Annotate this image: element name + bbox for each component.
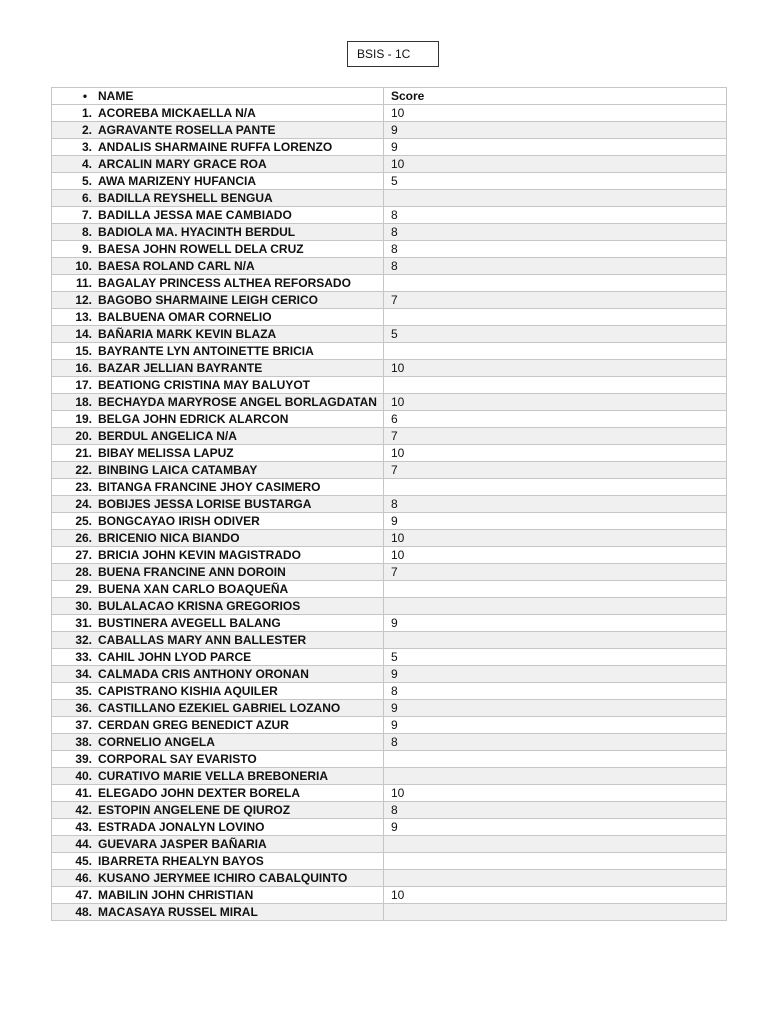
row-number: 26.: [75, 530, 92, 545]
student-name: ESTOPIN ANGELENE DE QIUROZ: [98, 802, 291, 817]
row-number: 31.: [75, 615, 92, 630]
table-row: [52, 632, 727, 649]
name-cell: [52, 717, 384, 734]
score-cell: [384, 598, 727, 615]
table-row: [52, 819, 727, 836]
student-name: AWA MARIZENY HUFANCIA: [98, 173, 257, 188]
table-row: [52, 904, 727, 921]
student-name: BELGA JOHN EDRICK ALARCON: [98, 411, 289, 426]
name-cell: [52, 649, 384, 666]
row-number: 46.: [75, 870, 92, 885]
name-cell: [52, 241, 384, 258]
row-number: 47.: [75, 887, 92, 902]
row-number: 9.: [81, 241, 92, 256]
table-row: [52, 479, 727, 496]
row-number: 18.: [75, 394, 92, 409]
student-name: BERDUL ANGELICA N/A: [98, 428, 237, 443]
student-name: BAZAR JELLIAN BAYRANTE: [98, 360, 263, 375]
table-row: [52, 768, 727, 785]
name-cell: [52, 819, 384, 836]
name-cell: [52, 292, 384, 309]
student-name: BOBIJES JESSA LORISE BUSTARGA: [98, 496, 312, 511]
score-cell: [384, 751, 727, 768]
score-cell: 9: [384, 615, 727, 632]
name-cell: [52, 547, 384, 564]
score-cell: [384, 275, 727, 292]
name-cell: [52, 530, 384, 547]
table-row: [52, 853, 727, 870]
student-name: BAESA ROLAND CARL N/A: [98, 258, 255, 273]
score-cell: [384, 768, 727, 785]
name-cell: [52, 887, 384, 904]
student-name: BRICENIO NICA BIANDO: [98, 530, 240, 545]
name-cell: [52, 258, 384, 275]
student-name: BADILLA JESSA MAE CAMBIADO: [98, 207, 292, 222]
name-cell: [52, 190, 384, 207]
table-row: [52, 564, 727, 581]
table-row: [52, 887, 727, 904]
name-cell: [52, 445, 384, 462]
table-row: [52, 241, 727, 258]
name-cell: [52, 462, 384, 479]
score-cell: [384, 309, 727, 326]
table-row: [52, 700, 727, 717]
student-name: BAGOBO SHARMAINE LEIGH CERICO: [98, 292, 319, 307]
row-number: 19.: [75, 411, 92, 426]
student-name: BONGCAYAO IRISH ODIVER: [98, 513, 260, 528]
score-cell: [384, 632, 727, 649]
row-number: 27.: [75, 547, 92, 562]
student-name: BADIOLA MA. HYACINTH BERDUL: [98, 224, 296, 239]
table-row: [52, 445, 727, 462]
name-cell: [52, 122, 384, 139]
name-cell: [52, 513, 384, 530]
table-row: [52, 360, 727, 377]
student-name: BINBING LAICA CATAMBAY: [98, 462, 258, 477]
score-cell: 10: [384, 360, 727, 377]
row-number: 1.: [81, 105, 92, 120]
row-number: 6.: [81, 190, 92, 205]
row-number: 20.: [75, 428, 92, 443]
table-row: [52, 836, 727, 853]
score-cell: [384, 190, 727, 207]
table-row: [52, 224, 727, 241]
student-name: BUENA XAN CARLO BOAQUEÑA: [98, 581, 289, 596]
name-cell: [52, 479, 384, 496]
student-name: MABILIN JOHN CHRISTIAN: [98, 887, 254, 902]
row-number: 28.: [75, 564, 92, 579]
student-name: BALBUENA OMAR CORNELIO: [98, 309, 272, 324]
name-cell: [52, 615, 384, 632]
row-number: 10.: [75, 258, 92, 273]
row-number: 35.: [75, 683, 92, 698]
name-cell: [52, 632, 384, 649]
header-name-cell: [52, 88, 384, 105]
table-row: [52, 751, 727, 768]
table-row: [52, 513, 727, 530]
table-row: [52, 666, 727, 683]
student-name: BUENA FRANCINE ANN DOROIN: [98, 564, 286, 579]
table-row: [52, 530, 727, 547]
score-cell: 10: [384, 156, 727, 173]
row-number: 15.: [75, 343, 92, 358]
score-cell: 10: [384, 105, 727, 122]
score-cell: 10: [384, 785, 727, 802]
score-cell: 9: [384, 700, 727, 717]
student-name: CURATIVO MARIE VELLA BREBONERIA: [98, 768, 329, 783]
name-cell: [52, 156, 384, 173]
score-cell: 7: [384, 462, 727, 479]
section-label: BSIS - 1C: [347, 41, 439, 67]
score-cell: 9: [384, 717, 727, 734]
name-cell: [52, 224, 384, 241]
row-number: 8.: [81, 224, 92, 239]
student-name: MACASAYA RUSSEL MIRAL: [98, 904, 258, 919]
name-cell: [52, 139, 384, 156]
score-cell: 10: [384, 530, 727, 547]
table-row: [52, 156, 727, 173]
score-cell: 10: [384, 887, 727, 904]
name-cell: [52, 700, 384, 717]
table-row: [52, 428, 727, 445]
table-row: [52, 411, 727, 428]
score-cell: [384, 870, 727, 887]
row-number: 39.: [75, 751, 92, 766]
student-name: BAÑARIA MARK KEVIN BLAZA: [98, 326, 277, 341]
student-name: BECHAYDA MARYROSE ANGEL BORLAGDATAN: [98, 394, 377, 409]
student-name: ACOREBA MICKAELLA N/A: [98, 105, 256, 120]
table-row: [52, 785, 727, 802]
score-cell: 7: [384, 292, 727, 309]
student-name: GUEVARA JASPER BAÑARIA: [98, 836, 267, 851]
student-name: BAYRANTE LYN ANTOINETTE BRICIA: [98, 343, 314, 358]
table-row: [52, 598, 727, 615]
score-cell: [384, 904, 727, 921]
score-cell: 5: [384, 649, 727, 666]
table-row: [52, 207, 727, 224]
row-number: 14.: [75, 326, 92, 341]
student-name: BEATIONG CRISTINA MAY BALUYOT: [98, 377, 311, 392]
score-cell: [384, 377, 727, 394]
student-name: ELEGADO JOHN DEXTER BORELA: [98, 785, 301, 800]
table-row: [52, 547, 727, 564]
score-table: [51, 87, 727, 921]
row-number: 48.: [75, 904, 92, 919]
score-cell: 9: [384, 139, 727, 156]
row-number: 29.: [75, 581, 92, 596]
table-row: [52, 377, 727, 394]
name-cell: [52, 207, 384, 224]
score-cell: 8: [384, 802, 727, 819]
score-cell: 8: [384, 734, 727, 751]
row-number: 42.: [75, 802, 92, 817]
table-row: [52, 802, 727, 819]
score-cell: 10: [384, 547, 727, 564]
table-row: [52, 649, 727, 666]
name-cell: [52, 309, 384, 326]
row-number: 25.: [75, 513, 92, 528]
table-header-row: [52, 88, 727, 105]
row-number: 33.: [75, 649, 92, 664]
table-row: [52, 870, 727, 887]
header-name: NAME: [98, 88, 134, 103]
table-row: [52, 581, 727, 598]
row-number: 38.: [75, 734, 92, 749]
row-number: 32.: [75, 632, 92, 647]
table-row: [52, 394, 727, 411]
student-name: CASTILLANO EZEKIEL GABRIEL LOZANO: [98, 700, 341, 715]
row-number: 43.: [75, 819, 92, 834]
row-number: 40.: [75, 768, 92, 783]
score-cell: 7: [384, 428, 727, 445]
score-cell: 5: [384, 326, 727, 343]
row-number: 45.: [75, 853, 92, 868]
table-row: [52, 309, 727, 326]
student-name: BADILLA REYSHELL BENGUA: [98, 190, 273, 205]
name-cell: [52, 802, 384, 819]
row-number: 3.: [81, 139, 92, 154]
score-cell: 9: [384, 122, 727, 139]
name-cell: [52, 870, 384, 887]
name-cell: [52, 105, 384, 122]
table-row: [52, 615, 727, 632]
row-number: 22.: [75, 462, 92, 477]
student-name: ARCALIN MARY GRACE ROA: [98, 156, 267, 171]
table-row: [52, 190, 727, 207]
row-number: 4.: [81, 156, 92, 171]
student-name: BAGALAY PRINCESS ALTHEA REFORSADO: [98, 275, 351, 290]
score-cell: 8: [384, 241, 727, 258]
student-name: CABALLAS MARY ANN BALLESTER: [98, 632, 307, 647]
score-cell: 8: [384, 224, 727, 241]
row-number: 21.: [75, 445, 92, 460]
name-cell: [52, 751, 384, 768]
row-number: 37.: [75, 717, 92, 732]
row-number: 30.: [75, 598, 92, 613]
name-cell: [52, 394, 384, 411]
student-name: CAHIL JOHN LYOD PARCE: [98, 649, 252, 664]
name-cell: [52, 360, 384, 377]
name-cell: [52, 377, 384, 394]
student-name: CERDAN GREG BENEDICT AZUR: [98, 717, 289, 732]
row-number: 12.: [75, 292, 92, 307]
row-number: 41.: [75, 785, 92, 800]
row-number: 5.: [81, 173, 92, 188]
score-cell: 9: [384, 666, 727, 683]
score-cell: [384, 479, 727, 496]
row-number: 2.: [81, 122, 92, 137]
name-cell: [52, 836, 384, 853]
student-name: ANDALIS SHARMAINE RUFFA LORENZO: [98, 139, 333, 154]
row-number: 36.: [75, 700, 92, 715]
name-cell: [52, 343, 384, 360]
student-name: AGRAVANTE ROSELLA PANTE: [98, 122, 276, 137]
score-cell: 6: [384, 411, 727, 428]
table-row: [52, 105, 727, 122]
table-row: [52, 275, 727, 292]
student-name: CORNELIO ANGELA: [98, 734, 215, 749]
row-number: 44.: [75, 836, 92, 851]
student-name: BAESA JOHN ROWELL DELA CRUZ: [98, 241, 304, 256]
score-cell: 8: [384, 496, 727, 513]
score-cell: [384, 581, 727, 598]
name-cell: [52, 734, 384, 751]
row-number: 24.: [75, 496, 92, 511]
table-row: [52, 326, 727, 343]
name-cell: [52, 411, 384, 428]
row-number: 11.: [75, 275, 92, 290]
name-cell: [52, 853, 384, 870]
student-name: IBARRETA RHEALYN BAYOS: [98, 853, 264, 868]
table-row: [52, 734, 727, 751]
score-cell: 9: [384, 819, 727, 836]
name-cell: [52, 598, 384, 615]
score-cell: [384, 836, 727, 853]
name-cell: [52, 564, 384, 581]
table-row: [52, 717, 727, 734]
score-cell: 10: [384, 445, 727, 462]
row-number: 23.: [75, 479, 92, 494]
student-name: BUSTINERA AVEGELL BALANG: [98, 615, 281, 630]
score-cell: 5: [384, 173, 727, 190]
name-cell: [52, 496, 384, 513]
row-number: 7.: [81, 207, 92, 222]
score-cell: [384, 853, 727, 870]
table-row: [52, 292, 727, 309]
table-row: [52, 173, 727, 190]
name-cell: [52, 173, 384, 190]
student-name: CALMADA CRIS ANTHONY ORONAN: [98, 666, 309, 681]
name-cell: [52, 581, 384, 598]
student-name: BITANGA FRANCINE JHOY CASIMERO: [98, 479, 321, 494]
student-name: CORPORAL SAY EVARISTO: [98, 751, 257, 766]
row-number: 16.: [75, 360, 92, 375]
student-name: KUSANO JERYMEE ICHIRO CABALQUINTO: [98, 870, 348, 885]
name-cell: [52, 785, 384, 802]
score-cell: 9: [384, 513, 727, 530]
name-cell: [52, 768, 384, 785]
row-number: 17.: [75, 377, 92, 392]
name-cell: [52, 275, 384, 292]
name-cell: [52, 326, 384, 343]
student-name: CAPISTRANO KISHIA AQUILER: [98, 683, 278, 698]
table-row: [52, 496, 727, 513]
name-cell: [52, 428, 384, 445]
name-cell: [52, 904, 384, 921]
table-row: [52, 258, 727, 275]
table-row: [52, 122, 727, 139]
name-cell: [52, 666, 384, 683]
score-cell: 8: [384, 207, 727, 224]
table-row: [52, 343, 727, 360]
bullet-icon: •: [82, 88, 88, 103]
student-name: ESTRADA JONALYN LOVINO: [98, 819, 265, 834]
table-row: [52, 683, 727, 700]
student-name: BULALACAO KRISNA GREGORIOS: [98, 598, 301, 613]
table-row: [52, 139, 727, 156]
name-cell: [52, 683, 384, 700]
score-cell: 7: [384, 564, 727, 581]
score-cell: 8: [384, 258, 727, 275]
score-cell: 8: [384, 683, 727, 700]
row-number: 13.: [75, 309, 92, 324]
student-name: BIBAY MELISSA LAPUZ: [98, 445, 234, 460]
score-cell: 10: [384, 394, 727, 411]
student-name: BRICIA JOHN KEVIN MAGISTRADO: [98, 547, 301, 562]
header-score: Score: [384, 88, 727, 105]
score-cell: [384, 343, 727, 360]
row-number: 34.: [75, 666, 92, 681]
table-row: [52, 462, 727, 479]
